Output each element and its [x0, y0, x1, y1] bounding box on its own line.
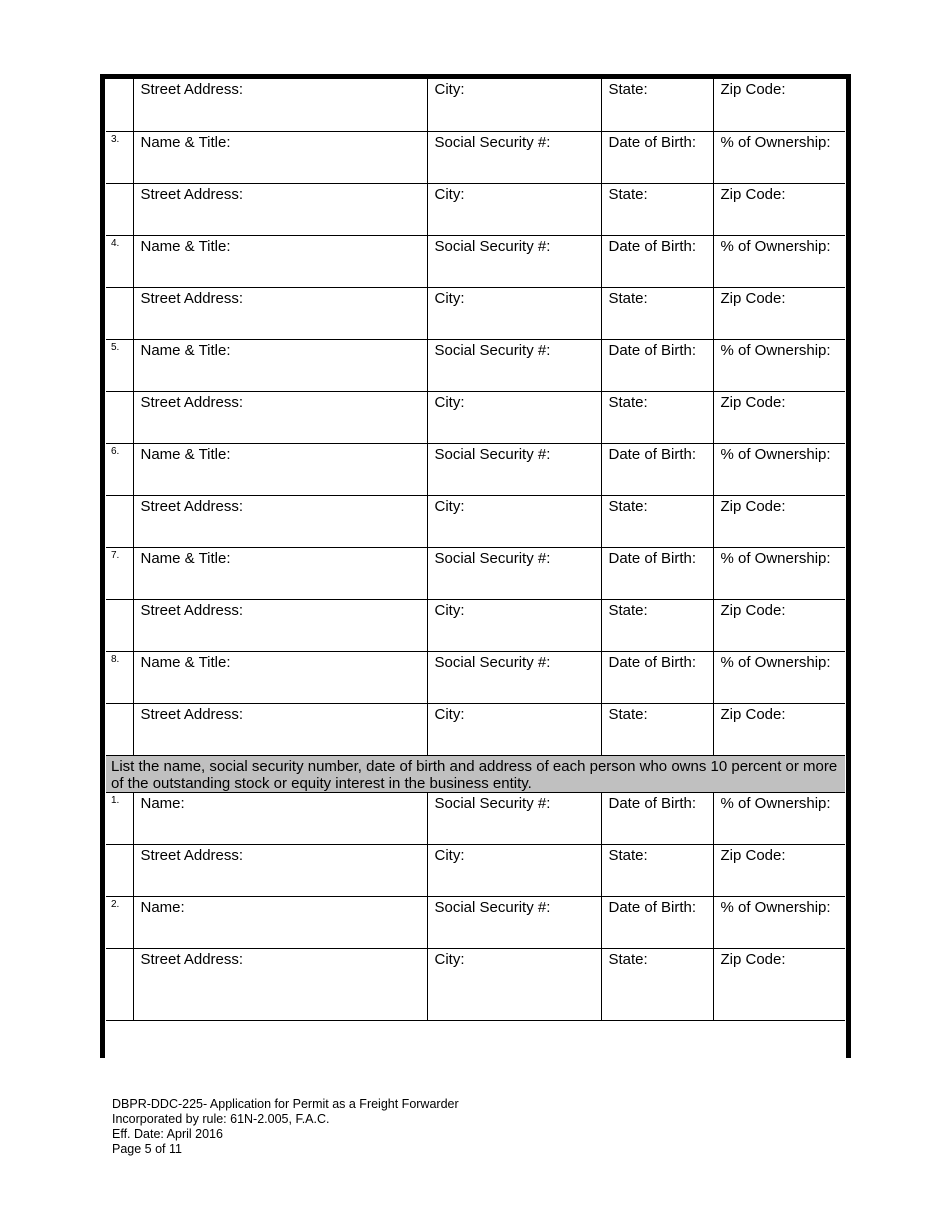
name-title-field[interactable]: Name & Title: [133, 339, 427, 391]
row-number: 2. [106, 896, 133, 948]
row-number [106, 703, 133, 755]
city-field[interactable]: City: [427, 79, 601, 131]
row-number [106, 495, 133, 547]
city-field[interactable]: City: [427, 844, 601, 896]
name-title-field[interactable]: Name & Title: [133, 443, 427, 495]
street-address-field[interactable]: Street Address: [133, 183, 427, 235]
row-number: 5. [106, 339, 133, 391]
street-address-field[interactable]: Street Address: [133, 391, 427, 443]
table-row [106, 896, 845, 948]
name-title-field[interactable]: Name & Title: [133, 131, 427, 183]
state-field[interactable]: State: [601, 287, 713, 339]
zip-code-field[interactable]: Zip Code: [713, 183, 845, 235]
ownership-field[interactable]: % of Ownership: [713, 547, 845, 599]
row-number [106, 948, 133, 1020]
table-row [106, 495, 845, 547]
city-field[interactable]: City: [427, 495, 601, 547]
table-row [106, 703, 845, 755]
street-address-field[interactable]: Street Address: [133, 948, 427, 1020]
row-number [106, 391, 133, 443]
dob-field[interactable]: Date of Birth: [601, 651, 713, 703]
row-number [106, 79, 133, 131]
dob-field[interactable]: Date of Birth: [601, 131, 713, 183]
table-row [106, 183, 845, 235]
zip-code-field[interactable]: Zip Code: [713, 79, 845, 131]
state-field[interactable]: State: [601, 948, 713, 1020]
ownership-field[interactable]: % of Ownership: [713, 235, 845, 287]
city-field[interactable]: City: [427, 391, 601, 443]
name-field[interactable]: Name: [133, 896, 427, 948]
name-title-field[interactable]: Name & Title: [133, 651, 427, 703]
section-heading-row [106, 755, 845, 792]
table-row [106, 948, 845, 1020]
table-row [106, 287, 845, 339]
table-row [106, 391, 845, 443]
street-address-field[interactable]: Street Address: [133, 599, 427, 651]
ssn-field[interactable]: Social Security #: [427, 547, 601, 599]
row-number [106, 844, 133, 896]
ownership-field[interactable]: % of Ownership: [713, 131, 845, 183]
table-row [106, 79, 845, 131]
ownership-field[interactable]: % of Ownership: [713, 443, 845, 495]
dob-field[interactable]: Date of Birth: [601, 896, 713, 948]
table-row [106, 235, 845, 287]
state-field[interactable]: State: [601, 391, 713, 443]
street-address-field[interactable]: Street Address: [133, 844, 427, 896]
table-row [106, 792, 845, 844]
ssn-field[interactable]: Social Security #: [427, 131, 601, 183]
name-title-field[interactable]: Name & Title: [133, 235, 427, 287]
dob-field[interactable]: Date of Birth: [601, 235, 713, 287]
dob-field[interactable]: Date of Birth: [601, 547, 713, 599]
street-address-field[interactable]: Street Address: [133, 287, 427, 339]
table-row [106, 599, 845, 651]
form-title: DBPR-DDC-225- Application for Permit as a Freight Forwarder [112, 1097, 459, 1111]
ssn-field[interactable]: Social Security #: [427, 896, 601, 948]
ssn-field[interactable]: Social Security #: [427, 339, 601, 391]
city-field[interactable]: City: [427, 183, 601, 235]
street-address-field[interactable]: Street Address: [133, 495, 427, 547]
table-row [106, 547, 845, 599]
row-number: 6. [106, 443, 133, 495]
table-row [106, 443, 845, 495]
ownership-field[interactable]: % of Ownership: [713, 896, 845, 948]
dob-field[interactable]: Date of Birth: [601, 339, 713, 391]
ssn-field[interactable]: Social Security #: [427, 651, 601, 703]
zip-code-field[interactable]: Zip Code: [713, 391, 845, 443]
name-field[interactable]: Name: [133, 792, 427, 844]
row-number: 8. [106, 651, 133, 703]
city-field[interactable]: City: [427, 287, 601, 339]
effective-date: Eff. Date: April 2016 [112, 1127, 223, 1141]
dob-field[interactable]: Date of Birth: [601, 792, 713, 844]
row-number [106, 183, 133, 235]
section-heading: List the name, social security number, date of birth and address of each person who owns 10 percent or more of the outstanding stock or equity interest in the business entity. [106, 755, 845, 792]
table-row [106, 844, 845, 896]
row-number: 4. [106, 235, 133, 287]
zip-code-field[interactable]: Zip Code: [713, 948, 845, 1020]
zip-code-field[interactable]: Zip Code: [713, 844, 845, 896]
table-row [106, 131, 845, 183]
row-number: 3. [106, 131, 133, 183]
zip-code-field[interactable]: Zip Code: [713, 495, 845, 547]
ownership-field[interactable]: % of Ownership: [713, 792, 845, 844]
zip-code-field[interactable]: Zip Code: [713, 287, 845, 339]
zip-code-field[interactable]: Zip Code: [713, 703, 845, 755]
street-address-field[interactable]: Street Address: [133, 703, 427, 755]
ownership-field[interactable]: % of Ownership: [713, 651, 845, 703]
state-field[interactable]: State: [601, 495, 713, 547]
table-row [106, 651, 845, 703]
row-number [106, 599, 133, 651]
page-number: Page 5 of 11 [112, 1142, 182, 1156]
street-address-field[interactable]: Street Address: [133, 79, 427, 131]
city-field[interactable]: City: [427, 703, 601, 755]
state-field[interactable]: State: [601, 844, 713, 896]
rule-reference: Incorporated by rule: 61N-2.005, F.A.C. [112, 1112, 330, 1126]
state-field[interactable]: State: [601, 599, 713, 651]
state-field[interactable]: State: [601, 703, 713, 755]
dob-field[interactable]: Date of Birth: [601, 443, 713, 495]
zip-code-field[interactable]: Zip Code: [713, 599, 845, 651]
row-number: 7. [106, 547, 133, 599]
ownership-field[interactable]: % of Ownership: [713, 339, 845, 391]
table-row [106, 339, 845, 391]
ssn-field[interactable]: Social Security #: [427, 792, 601, 844]
state-field[interactable]: State: [601, 79, 713, 131]
city-field[interactable]: City: [427, 948, 601, 1020]
officers-table [106, 79, 845, 1021]
city-field[interactable]: City: [427, 599, 601, 651]
page-footer [112, 1097, 459, 1157]
row-number [106, 287, 133, 339]
ssn-field[interactable]: Social Security #: [427, 235, 601, 287]
name-title-field[interactable]: Name & Title: [133, 547, 427, 599]
row-number: 1. [106, 792, 133, 844]
ssn-field[interactable]: Social Security #: [427, 443, 601, 495]
state-field[interactable]: State: [601, 183, 713, 235]
